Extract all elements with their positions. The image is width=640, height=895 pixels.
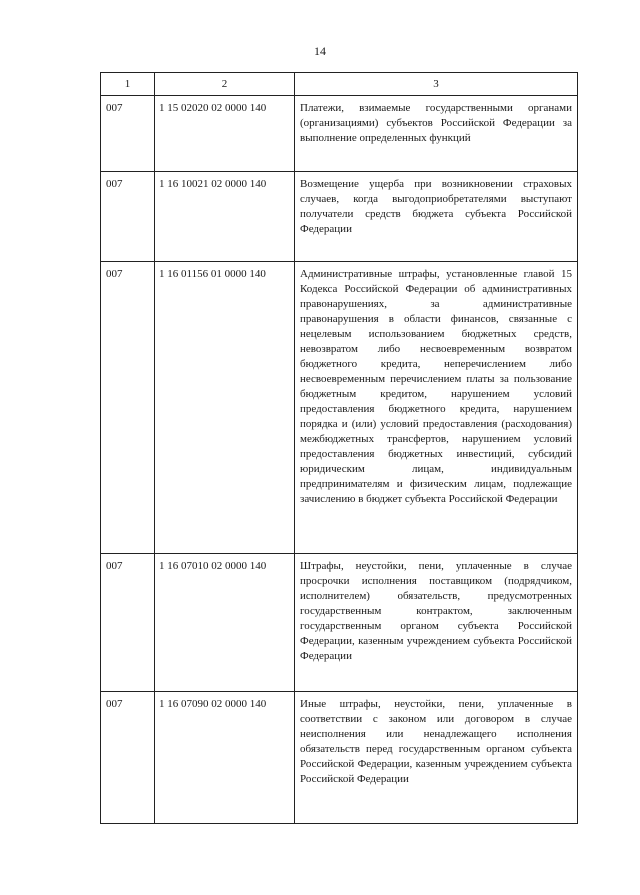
column-header-2: 2 xyxy=(155,73,295,96)
table-row xyxy=(101,692,578,824)
revenue-code-cell: 1 16 07010 02 0000 140 xyxy=(155,554,295,692)
table-row xyxy=(101,262,578,554)
column-header-1: 1 xyxy=(101,73,155,96)
table-row xyxy=(101,96,578,172)
table-header-row xyxy=(101,73,578,96)
admin-code-cell: 007 xyxy=(101,692,155,824)
admin-code-cell: 007 xyxy=(101,554,155,692)
description-cell: Иные штрафы, неустойки, пени, уплаченные в соответствии с законом или договором в случае неисполнения или ненадлежащего исполнения обязательств перед государственным органом субъекта Российской Федерации, казенным учреждением субъекта Российской Федерации xyxy=(295,692,578,824)
description-cell: Штрафы, неустойки, пени, уплаченные в случае просрочки исполнения поставщиком (подрядчиком, исполнителем) обязательств, предусмотренных государственным контрактом, заключенным государственным органом субъекта Российской Федерации, казенным учреждением субъекта Российской Федерации xyxy=(295,554,578,692)
admin-code-cell: 007 xyxy=(101,172,155,262)
budget-classification-table xyxy=(100,72,578,824)
admin-code-cell: 007 xyxy=(101,96,155,172)
description-cell: Возмещение ущерба при возникновении страховых случаев, когда выгодоприобретателями выступают получатели средств бюджета субъекта Российской Федерации xyxy=(295,172,578,262)
revenue-code-cell: 1 16 07090 02 0000 140 xyxy=(155,692,295,824)
admin-code-cell: 007 xyxy=(101,262,155,554)
table-row xyxy=(101,554,578,692)
page-number: 14 xyxy=(314,44,326,58)
revenue-code-cell: 1 16 01156 01 0000 140 xyxy=(155,262,295,554)
description-cell: Платежи, взимаемые государственными органами (организациями) субъектов Российской Федерации за выполнение определенных функций xyxy=(295,96,578,172)
revenue-code-cell: 1 16 10021 02 0000 140 xyxy=(155,172,295,262)
revenue-code-cell: 1 15 02020 02 0000 140 xyxy=(155,96,295,172)
description-cell: Административные штрафы, установленные главой 15 Кодекса Российской Федерации об административных правонарушениях, за административные правонарушения в области финансов, связанные с нецелевым использованием бюджетных средств, невозвратом либо несвоевременным возвратом бюджетного кредита, неперечислением либо несвоевременным перечислением платы за пользование бюджетным кредитом, нарушением условий предоставления бюджетного кредита, нарушением порядка и (или) условий предоставления (расходования) межбюджетных трансфертов, нарушением условий предоставления бюджетных инвестиций, субсидий юридическим лицам, индивидуальным предпринимателям и физическим лицам, подлежащие зачислению в бюджет субъекта Российской Федерации xyxy=(295,262,578,554)
table-row xyxy=(101,172,578,262)
column-header-3: 3 xyxy=(295,73,578,96)
